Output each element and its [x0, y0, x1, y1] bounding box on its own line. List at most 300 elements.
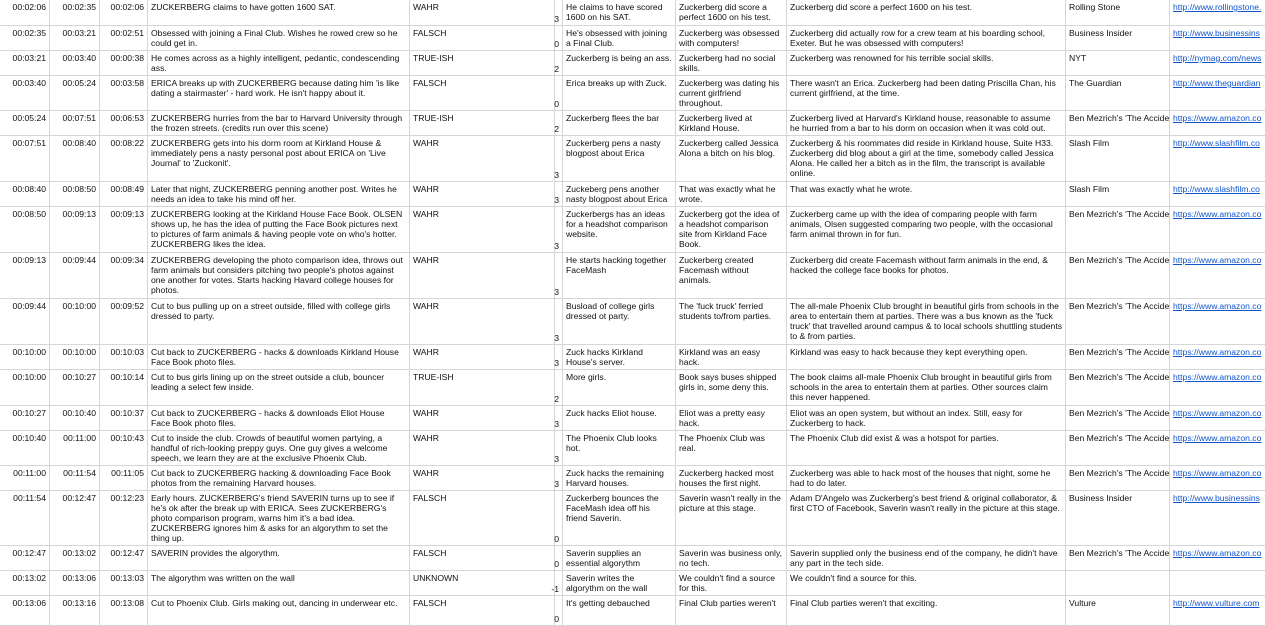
cell-scene[interactable]: [148, 466, 410, 490]
cell-detail[interactable]: [787, 51, 1066, 75]
table-row: [0, 182, 1266, 207]
source-link[interactable]: http://www.theguardian: [1173, 78, 1261, 88]
cell-start-time[interactable]: [0, 253, 50, 298]
cell-end-time[interactable]: [50, 299, 100, 344]
cell-link[interactable]: [1170, 491, 1266, 545]
cell-scene[interactable]: [148, 370, 410, 405]
cell-detail[interactable]: [787, 370, 1066, 405]
cell-link[interactable]: [1170, 182, 1266, 206]
source-link[interactable]: http://www.slashfilm.co: [1173, 138, 1260, 148]
cell-end-time[interactable]: [50, 431, 100, 465]
source-link[interactable]: https://www.amazon.co: [1173, 468, 1262, 478]
cell-source[interactable]: [1066, 207, 1170, 252]
cell-timestamp[interactable]: [100, 51, 148, 75]
cell-score[interactable]: [555, 253, 563, 298]
cell-source-text: Ben Mezrich's 'The Accide: [1069, 468, 1170, 478]
cell-claim[interactable]: [563, 111, 676, 135]
cell-timestamp-text: 00:11:05: [111, 468, 144, 478]
cell-verdict[interactable]: [410, 136, 555, 181]
cell-start-time[interactable]: [0, 596, 50, 625]
cell-summary[interactable]: [676, 0, 787, 25]
cell-start-time-text: 00:08:50: [12, 209, 46, 219]
cell-score[interactable]: [555, 370, 563, 405]
cell-scene-text: SAVERIN provides the algorythm.: [151, 548, 280, 558]
cell-claim-text: More girls.: [566, 372, 607, 382]
cell-timestamp[interactable]: [100, 370, 148, 405]
cell-verdict[interactable]: [410, 345, 555, 369]
cell-source-text: Ben Mezrich's 'The Accide: [1069, 301, 1170, 311]
cell-claim[interactable]: [563, 406, 676, 430]
cell-scene-text: Obsessed with joining a Final Club. Wishes he rowed crew so he could get in.: [151, 28, 398, 48]
cell-verdict[interactable]: [410, 26, 555, 50]
cell-summary[interactable]: [676, 370, 787, 405]
cell-timestamp[interactable]: [100, 571, 148, 595]
cell-source[interactable]: [1066, 571, 1170, 595]
cell-score[interactable]: [555, 111, 563, 135]
cell-timestamp[interactable]: [100, 182, 148, 206]
table-row: [0, 0, 1266, 26]
cell-verdict[interactable]: [410, 299, 555, 344]
cell-scene[interactable]: [148, 596, 410, 625]
cell-score[interactable]: [555, 0, 563, 25]
cell-scene[interactable]: [148, 76, 410, 110]
cell-end-time-text: 00:11:54: [63, 468, 96, 478]
cell-detail-text: Eliot was an open system, but without an index. Still, easy for Zuckerberg to hack.: [790, 408, 1023, 428]
cell-end-time[interactable]: [50, 136, 100, 181]
cell-detail-text: Zuckerberg did score a perfect 1600 on his test.: [790, 2, 973, 12]
cell-timestamp[interactable]: [100, 76, 148, 110]
cell-timestamp[interactable]: [100, 207, 148, 252]
cell-summary[interactable]: [676, 207, 787, 252]
cell-verdict[interactable]: [410, 466, 555, 490]
source-link[interactable]: http://www.businessins: [1173, 493, 1260, 503]
cell-start-time[interactable]: [0, 345, 50, 369]
cell-end-time-text: 00:13:02: [62, 548, 96, 558]
cell-claim[interactable]: [563, 571, 676, 595]
cell-scene[interactable]: [148, 51, 410, 75]
cell-end-time[interactable]: [50, 596, 100, 625]
source-link[interactable]: http://www.vulture.com: [1173, 598, 1260, 608]
cell-detail[interactable]: [787, 207, 1066, 252]
cell-scene-text: ZUCKERBERG hurries from the bar to Harvard University through the frozen streets. (credits run over this scene): [151, 113, 403, 133]
cell-score-text: 3: [554, 454, 559, 464]
cell-scene[interactable]: [148, 491, 410, 545]
cell-link[interactable]: [1170, 76, 1266, 110]
cell-start-time[interactable]: [0, 136, 50, 181]
cell-source[interactable]: [1066, 596, 1170, 625]
cell-scene[interactable]: [148, 571, 410, 595]
cell-claim[interactable]: [563, 345, 676, 369]
cell-link[interactable]: [1170, 546, 1266, 570]
cell-summary[interactable]: [676, 571, 787, 595]
cell-summary[interactable]: [676, 76, 787, 110]
cell-end-time[interactable]: [50, 406, 100, 430]
cell-source-text: Ben Mezrich's 'The Accide: [1069, 255, 1170, 265]
cell-detail-text: Zuckerberg did create Facemash without farm animals in the end, & hacked the college face books for photos.: [790, 255, 1048, 275]
cell-detail-text: Kirkland was easy to hack because they kept everything open.: [790, 347, 1028, 357]
cell-timestamp[interactable]: [100, 253, 148, 298]
cell-verdict[interactable]: [410, 370, 555, 405]
cell-claim-text: Zuckerbergs has an ideas for a headshot comparison website.: [566, 209, 668, 239]
cell-detail[interactable]: [787, 76, 1066, 110]
cell-end-time[interactable]: [50, 182, 100, 206]
cell-score[interactable]: [555, 182, 563, 206]
cell-score[interactable]: [555, 136, 563, 181]
cell-score[interactable]: [555, 51, 563, 75]
cell-link[interactable]: [1170, 466, 1266, 490]
cell-source-text: Ben Mezrich's 'The Accide: [1069, 113, 1170, 123]
cell-start-time[interactable]: [0, 571, 50, 595]
cell-claim[interactable]: [563, 136, 676, 181]
cell-link[interactable]: [1170, 111, 1266, 135]
source-link[interactable]: https://www.amazon.co: [1173, 301, 1262, 311]
cell-summary[interactable]: [676, 406, 787, 430]
cell-timestamp[interactable]: [100, 345, 148, 369]
cell-source[interactable]: [1066, 491, 1170, 545]
cell-link[interactable]: [1170, 406, 1266, 430]
cell-score[interactable]: [555, 546, 563, 570]
cell-source-text: Ben Mezrich's 'The Accide: [1069, 372, 1170, 382]
cell-start-time[interactable]: [0, 0, 50, 25]
cell-verdict[interactable]: [410, 406, 555, 430]
cell-score[interactable]: [555, 406, 563, 430]
source-link[interactable]: https://www.amazon.co: [1173, 209, 1262, 219]
cell-verdict[interactable]: [410, 491, 555, 545]
cell-end-time[interactable]: [50, 491, 100, 545]
cell-score-text: 0: [554, 39, 559, 49]
cell-detail[interactable]: [787, 406, 1066, 430]
cell-start-time-text: 00:10:40: [12, 433, 46, 443]
cell-summary[interactable]: [676, 51, 787, 75]
source-link[interactable]: http://www.businessins: [1173, 28, 1260, 38]
cell-source[interactable]: [1066, 136, 1170, 181]
cell-timestamp[interactable]: [100, 466, 148, 490]
cell-detail[interactable]: [787, 136, 1066, 181]
cell-end-time[interactable]: [50, 466, 100, 490]
cell-summary-text: Zuckerberg called Jessica Alona a bitch on his blog.: [679, 138, 779, 158]
cell-start-time-text: 00:11:00: [13, 468, 46, 478]
cell-scene-text: Cut to inside the club. Crowds of beautiful women partying, a handful of rich-looking preppy guys. One guy gives a welcome speech, we learn they are at the exclusive Phoenix Club.: [151, 433, 388, 463]
cell-timestamp-text: 00:10:03: [110, 347, 144, 357]
cell-end-time[interactable]: [50, 253, 100, 298]
cell-detail[interactable]: [787, 0, 1066, 25]
cell-timestamp[interactable]: [100, 406, 148, 430]
cell-detail-text: Zuckerberg & his roommates did reside in Kirkland house, Suite H33. Zuckerberg did blog about a girl at the time, somebody called Jessica Alona. He called her a bitch as in the film, the transcript is available online.: [790, 138, 1054, 178]
table-row: [0, 76, 1266, 111]
cell-scene-text: Cut back to ZUCKERBERG hacking & downloading Face Book photos from the remaining Harvard houses.: [151, 468, 391, 488]
cell-scene[interactable]: [148, 136, 410, 181]
cell-timestamp[interactable]: [100, 431, 148, 465]
cell-end-time[interactable]: [50, 0, 100, 25]
cell-score[interactable]: [555, 299, 563, 344]
cell-detail[interactable]: [787, 491, 1066, 545]
cell-link[interactable]: [1170, 596, 1266, 625]
table-row: [0, 406, 1266, 431]
source-link[interactable]: http://nymag.com/news: [1173, 53, 1262, 63]
cell-end-time[interactable]: [50, 546, 100, 570]
table-row: [0, 136, 1266, 182]
cell-verdict-text: WAHR: [413, 408, 439, 418]
cell-summary-text: Eliot was a pretty easy hack.: [679, 408, 765, 428]
cell-link[interactable]: [1170, 207, 1266, 252]
source-link[interactable]: https://www.amazon.co: [1173, 408, 1262, 418]
cell-claim[interactable]: [563, 466, 676, 490]
cell-source[interactable]: [1066, 76, 1170, 110]
cell-verdict-text: TRUE-ISH: [413, 372, 454, 382]
cell-verdict[interactable]: [410, 182, 555, 206]
cell-scene[interactable]: [148, 182, 410, 206]
cell-detail[interactable]: [787, 345, 1066, 369]
cell-score[interactable]: [555, 26, 563, 50]
cell-scene[interactable]: [148, 0, 410, 25]
cell-end-time[interactable]: [50, 207, 100, 252]
cell-summary[interactable]: [676, 299, 787, 344]
cell-score[interactable]: [551, 571, 563, 595]
cell-detail[interactable]: [787, 596, 1066, 625]
cell-claim-text: Busload of college girls dressed ot party.: [566, 301, 655, 321]
source-link[interactable]: https://www.amazon.co: [1173, 548, 1262, 558]
cell-source[interactable]: [1066, 370, 1170, 405]
cell-timestamp-text: 00:10:37: [110, 408, 144, 418]
cell-detail[interactable]: [787, 571, 1066, 595]
cell-verdict[interactable]: [410, 431, 555, 465]
cell-score[interactable]: [555, 491, 563, 545]
cell-detail[interactable]: [787, 466, 1066, 490]
source-link[interactable]: https://www.amazon.co: [1173, 372, 1262, 382]
cell-summary[interactable]: [676, 136, 787, 181]
cell-claim[interactable]: [563, 26, 676, 50]
table-row: [0, 299, 1266, 345]
cell-scene[interactable]: [148, 299, 410, 344]
cell-detail[interactable]: [787, 253, 1066, 298]
cell-score[interactable]: [555, 596, 563, 625]
cell-summary[interactable]: [676, 546, 787, 570]
cell-claim[interactable]: [563, 253, 676, 298]
cell-claim[interactable]: [563, 207, 676, 252]
cell-start-time[interactable]: [0, 26, 50, 50]
cell-verdict-text: WAHR: [413, 468, 439, 478]
cell-summary-text: Book says buses shipped girls in, some deny this.: [679, 372, 777, 392]
cell-source[interactable]: [1066, 51, 1170, 75]
cell-claim[interactable]: [563, 299, 676, 344]
cell-summary[interactable]: [676, 596, 787, 625]
cell-source[interactable]: [1066, 466, 1170, 490]
cell-source[interactable]: [1066, 182, 1170, 206]
table-row: [0, 596, 1266, 626]
cell-verdict[interactable]: [410, 596, 555, 625]
cell-source[interactable]: [1066, 253, 1170, 298]
cell-scene[interactable]: [148, 546, 410, 570]
cell-claim-text: Saverin writes the algorythm on the wall: [566, 573, 648, 593]
cell-source-text: Business Insider: [1069, 493, 1133, 503]
cell-claim-text: He claims to have scored 1600 on his SAT.: [566, 2, 663, 22]
cell-score[interactable]: [555, 76, 563, 110]
source-link[interactable]: https://www.amazon.co: [1173, 347, 1262, 357]
cell-verdict[interactable]: [410, 76, 555, 110]
cell-timestamp[interactable]: [100, 111, 148, 135]
cell-source[interactable]: [1066, 431, 1170, 465]
cell-verdict[interactable]: [410, 111, 555, 135]
cell-detail[interactable]: [787, 546, 1066, 570]
cell-link[interactable]: [1170, 370, 1266, 405]
cell-timestamp[interactable]: [100, 136, 148, 181]
cell-scene[interactable]: [148, 345, 410, 369]
cell-start-time[interactable]: [0, 299, 50, 344]
cell-start-time-text: 00:08:40: [12, 184, 46, 194]
cell-link[interactable]: [1170, 136, 1266, 181]
cell-claim[interactable]: [563, 370, 676, 405]
cell-summary[interactable]: [676, 466, 787, 490]
cell-score-text: 3: [554, 241, 559, 251]
cell-source[interactable]: [1066, 345, 1170, 369]
cell-link[interactable]: [1170, 26, 1266, 50]
cell-claim[interactable]: [563, 546, 676, 570]
cell-detail[interactable]: [787, 182, 1066, 206]
cell-link[interactable]: [1170, 0, 1266, 25]
cell-start-time[interactable]: [0, 466, 50, 490]
cell-source[interactable]: [1066, 546, 1170, 570]
cell-timestamp-text: 00:13:03: [110, 573, 144, 583]
cell-timestamp[interactable]: [100, 299, 148, 344]
table-row: [0, 253, 1266, 299]
source-link[interactable]: http://www.rollingstone.: [1173, 2, 1262, 12]
cell-claim-text: Erica breaks up with Zuck.: [566, 78, 667, 88]
cell-start-time-text: 00:03:40: [12, 78, 46, 88]
cell-scene[interactable]: [148, 406, 410, 430]
cell-source-text: NYT: [1069, 53, 1087, 63]
cell-detail[interactable]: [787, 26, 1066, 50]
source-link[interactable]: https://www.amazon.co: [1173, 255, 1262, 265]
cell-end-time-text: 00:08:40: [62, 138, 96, 148]
cell-scene-text: ZUCKERBERG claims to have gotten 1600 SAT.: [151, 2, 336, 12]
cell-verdict[interactable]: [410, 207, 555, 252]
cell-claim[interactable]: [563, 596, 676, 625]
cell-claim[interactable]: [563, 491, 676, 545]
cell-timestamp-text: 00:06:53: [110, 113, 144, 123]
cell-verdict[interactable]: [410, 51, 555, 75]
cell-end-time[interactable]: [50, 26, 100, 50]
cell-claim[interactable]: [563, 0, 676, 25]
cell-start-time[interactable]: [0, 546, 50, 570]
cell-scene[interactable]: [148, 207, 410, 252]
cell-claim[interactable]: [563, 431, 676, 465]
cell-timestamp[interactable]: [100, 546, 148, 570]
cell-timestamp-text: 00:02:51: [110, 28, 144, 38]
cell-source[interactable]: [1066, 406, 1170, 430]
cell-start-time[interactable]: [0, 431, 50, 465]
cell-scene-text: ZUCKERBERG gets into his dorm room at Kirkland House & immediately pens a nasty personal post about ERICA on 'Live Journal' to 'Zuckonit'.: [151, 138, 386, 168]
cell-start-time-text: 00:13:06: [12, 598, 46, 608]
cell-end-time[interactable]: [50, 51, 100, 75]
cell-verdict[interactable]: [410, 546, 555, 570]
cell-scene[interactable]: [148, 431, 410, 465]
cell-end-time[interactable]: [50, 111, 100, 135]
cell-start-time[interactable]: [0, 51, 50, 75]
cell-claim-text: Zuckerberg flees the bar: [566, 113, 660, 123]
cell-start-time[interactable]: [0, 76, 50, 110]
cell-source-text: The Guardian: [1069, 78, 1122, 88]
cell-scene-text: Cut to bus pulling up on a street outside, filled with college girls dressed to party.: [151, 301, 391, 321]
cell-scene[interactable]: [148, 26, 410, 50]
cell-timestamp[interactable]: [100, 26, 148, 50]
cell-start-time[interactable]: [0, 111, 50, 135]
source-link[interactable]: https://www.amazon.co: [1173, 433, 1262, 443]
cell-claim-text: He's obsessed with joining a Final Club.: [566, 28, 668, 48]
cell-score[interactable]: [555, 207, 563, 252]
cell-detail[interactable]: [787, 431, 1066, 465]
cell-score[interactable]: [555, 345, 563, 369]
cell-score[interactable]: [555, 466, 563, 490]
cell-link[interactable]: [1170, 51, 1266, 75]
cell-summary[interactable]: [676, 431, 787, 465]
cell-claim-text: It's getting debauched: [566, 598, 650, 608]
cell-scene[interactable]: [148, 111, 410, 135]
cell-timestamp[interactable]: [100, 0, 148, 25]
cell-summary[interactable]: [676, 253, 787, 298]
cell-score[interactable]: [555, 431, 563, 465]
cell-start-time-text: 00:12:47: [12, 548, 46, 558]
cell-start-time[interactable]: [0, 491, 50, 545]
cell-verdict[interactable]: [410, 571, 555, 595]
cell-link[interactable]: [1170, 431, 1266, 465]
cell-source-text: Vulture: [1069, 598, 1096, 608]
cell-start-time-text: 00:02:06: [12, 2, 46, 12]
cell-detail[interactable]: [787, 299, 1066, 344]
cell-claim[interactable]: [563, 182, 676, 206]
cell-claim[interactable]: [563, 76, 676, 110]
cell-summary[interactable]: [676, 111, 787, 135]
source-link[interactable]: https://www.amazon.co: [1173, 113, 1262, 123]
cell-link[interactable]: [1170, 299, 1266, 344]
cell-link[interactable]: [1170, 345, 1266, 369]
cell-summary[interactable]: [676, 26, 787, 50]
cell-start-time[interactable]: [0, 207, 50, 252]
cell-summary-text: Zuckerberg was obsessed with computers!: [679, 28, 780, 48]
cell-end-time[interactable]: [50, 345, 100, 369]
cell-source[interactable]: [1066, 299, 1170, 344]
cell-start-time-text: 00:13:02: [12, 573, 46, 583]
source-link[interactable]: http://www.slashfilm.co: [1173, 184, 1260, 194]
cell-source[interactable]: [1066, 0, 1170, 25]
cell-link[interactable]: [1170, 571, 1266, 595]
cell-timestamp-text: 00:09:52: [110, 301, 144, 311]
table-row: [0, 207, 1266, 253]
cell-timestamp[interactable]: [100, 596, 148, 625]
cell-link[interactable]: [1170, 253, 1266, 298]
cell-end-time[interactable]: [50, 76, 100, 110]
cell-start-time[interactable]: [0, 406, 50, 430]
cell-claim[interactable]: [563, 51, 676, 75]
cell-detail[interactable]: [787, 111, 1066, 135]
cell-scene[interactable]: [148, 253, 410, 298]
cell-score-text: 3: [554, 479, 559, 489]
cell-verdict[interactable]: [410, 253, 555, 298]
cell-start-time[interactable]: [0, 370, 50, 405]
cell-end-time[interactable]: [50, 571, 100, 595]
cell-timestamp[interactable]: [100, 491, 148, 545]
cell-source[interactable]: [1066, 26, 1170, 50]
cell-end-time[interactable]: [50, 370, 100, 405]
cell-scene-text: Cut to Phoenix Club. Girls making out, dancing in underwear etc.: [151, 598, 398, 608]
cell-start-time[interactable]: [0, 182, 50, 206]
cell-source[interactable]: [1066, 111, 1170, 135]
cell-summary-text: Final Club parties weren't: [679, 598, 776, 608]
cell-summary[interactable]: [676, 345, 787, 369]
cell-summary[interactable]: [676, 182, 787, 206]
cell-summary[interactable]: [676, 491, 787, 545]
cell-verdict[interactable]: [410, 0, 555, 25]
cell-detail-text: Zuckerberg came up with the idea of comparing people with farm animals, Olsen suggested comparing two people, with the occasional farm animal thrown in for fun.: [790, 209, 1053, 239]
